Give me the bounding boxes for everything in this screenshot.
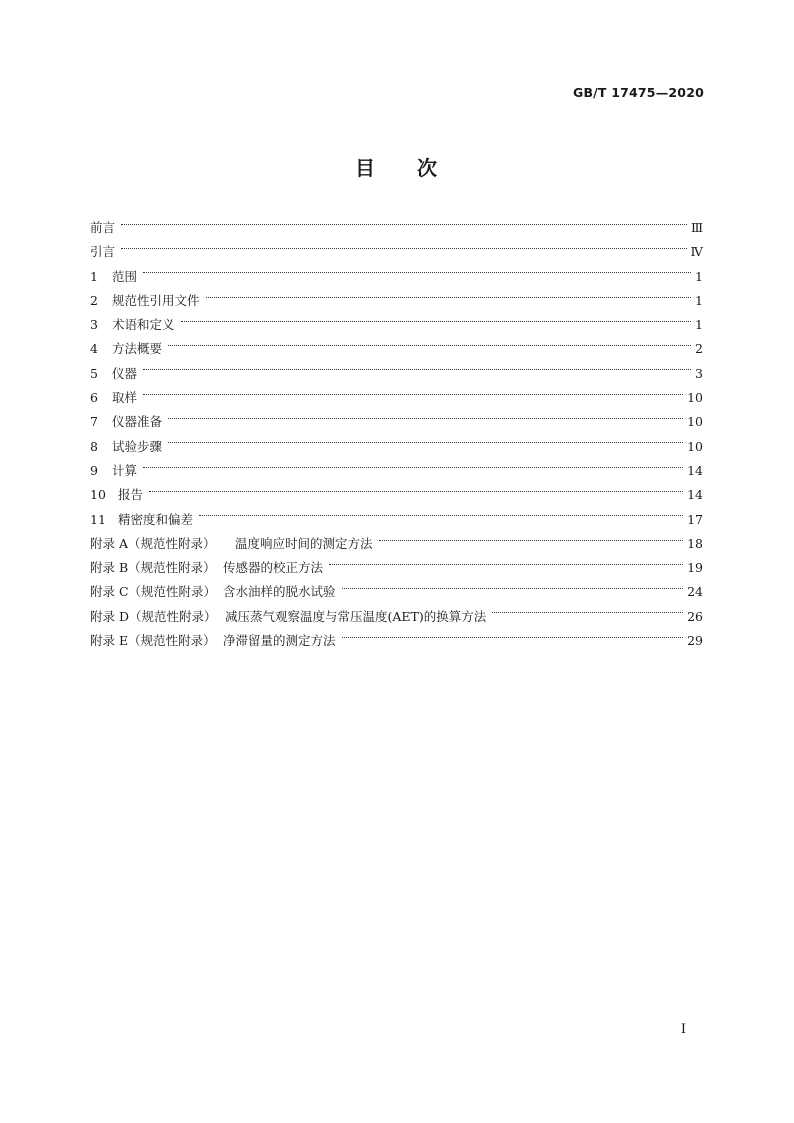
toc-entry[interactable] xyxy=(90,435,703,459)
toc-entry-label: 含水油样的脱水试验 xyxy=(223,584,336,600)
toc-entry-number: 2 xyxy=(90,292,98,308)
dot-leader xyxy=(206,297,692,298)
dot-leader xyxy=(342,637,684,638)
dot-leader xyxy=(121,248,686,249)
toc-entry-number: 3 xyxy=(90,317,98,333)
toc-entry-number: 附录 D（规范性附录） xyxy=(90,608,217,624)
toc-entry-label: 前言 xyxy=(90,220,116,235)
toc-entry-label: 范围 xyxy=(112,268,138,284)
dot-leader xyxy=(168,345,691,346)
toc-entry-number: 6 xyxy=(90,390,98,406)
dot-leader xyxy=(181,321,692,322)
toc-entry[interactable] xyxy=(90,605,703,629)
toc-entry-page: 19 xyxy=(687,560,703,576)
toc-entry[interactable] xyxy=(90,556,703,580)
toc-entry-number: 附录 A（规范性附录） xyxy=(90,535,216,551)
dot-leader xyxy=(143,369,691,370)
toc-entry-label: 术语和定义 xyxy=(112,317,175,333)
toc-entry-label: 净滞留量的测定方法 xyxy=(223,633,336,649)
toc-entry-number: 7 xyxy=(90,414,98,430)
toc-entry[interactable] xyxy=(90,532,703,556)
page-number: I xyxy=(680,1022,686,1037)
toc-entry[interactable] xyxy=(90,459,703,483)
toc-entry-number: 附录 C（规范性附录） xyxy=(90,584,217,600)
toc-entry-page: Ⅲ xyxy=(690,220,703,235)
standard-code: GB/T 17475—2020 xyxy=(572,85,704,100)
toc-entry[interactable] xyxy=(90,629,703,653)
toc-entry-page: 1 xyxy=(695,317,703,333)
toc-entry-number: 4 xyxy=(90,341,98,357)
toc-entry-label: 温度响应时间的测定方法 xyxy=(235,535,373,551)
toc-entry-page: 10 xyxy=(687,414,703,430)
dot-leader xyxy=(329,564,683,565)
toc-entry-page: 2 xyxy=(695,341,703,357)
table-of-contents xyxy=(90,216,703,653)
toc-entry-number: 附录 E（规范性附录） xyxy=(90,633,216,649)
toc-entry-number: 9 xyxy=(90,462,98,478)
toc-entry-label: 传感器的校正方法 xyxy=(223,560,324,576)
toc-entry-page: 17 xyxy=(687,511,703,527)
toc-entry-label: 减压蒸气观察温度与常压温度(AET)的换算方法 xyxy=(225,608,487,624)
dot-leader xyxy=(143,467,683,468)
toc-entry-page: 24 xyxy=(687,584,703,600)
toc-entry-page: 10 xyxy=(687,438,703,454)
toc-entry[interactable] xyxy=(90,265,703,289)
toc-entry-page: 29 xyxy=(687,633,703,649)
toc-entry[interactable] xyxy=(90,410,703,434)
toc-entry-label: 方法概要 xyxy=(112,341,163,357)
toc-entry-label: 取样 xyxy=(112,390,138,406)
dot-leader xyxy=(149,491,683,492)
dot-leader xyxy=(342,588,684,589)
toc-entry[interactable] xyxy=(90,362,703,386)
toc-entry-number: 附录 B（规范性附录） xyxy=(90,560,216,576)
toc-entry-label: 报告 xyxy=(118,487,144,503)
dot-leader xyxy=(143,394,683,395)
toc-entry-number: 8 xyxy=(90,438,98,454)
dot-leader xyxy=(143,272,691,273)
toc-entry-number: 11 xyxy=(90,511,106,527)
toc-entry[interactable] xyxy=(90,240,703,264)
toc-entry-page: Ⅳ xyxy=(690,244,703,260)
toc-entry-label: 试验步骤 xyxy=(112,438,163,454)
toc-entry[interactable] xyxy=(90,386,703,410)
toc-entry[interactable] xyxy=(90,508,703,532)
toc-entry-page: 26 xyxy=(687,608,703,624)
page-title xyxy=(0,152,794,181)
toc-entry-page: 14 xyxy=(687,462,703,478)
toc-entry-number: 5 xyxy=(90,365,98,381)
dot-leader xyxy=(121,224,687,225)
toc-entry-label: 规范性引用文件 xyxy=(112,292,200,308)
toc-entry[interactable] xyxy=(90,216,703,240)
title-right: 次 xyxy=(417,156,439,180)
toc-entry[interactable] xyxy=(90,313,703,337)
dot-leader xyxy=(199,515,683,516)
toc-entry-label: 仪器 xyxy=(112,365,138,381)
toc-entry-label: 引言 xyxy=(90,244,116,260)
toc-entry-page: 14 xyxy=(687,487,703,503)
toc-entry[interactable] xyxy=(90,289,703,313)
toc-entry-page: 1 xyxy=(695,292,703,308)
title-left: 目 xyxy=(355,156,377,180)
toc-entry-label: 仪器准备 xyxy=(112,414,163,430)
toc-entry-label: 计算 xyxy=(112,462,138,478)
toc-entry-page: 10 xyxy=(687,390,703,406)
toc-entry-number: 10 xyxy=(90,487,106,503)
toc-entry-page: 18 xyxy=(687,535,703,551)
toc-entry-page: 3 xyxy=(695,365,703,381)
toc-entry[interactable] xyxy=(90,580,703,604)
toc-entry-page: 1 xyxy=(695,268,703,284)
toc-entry[interactable] xyxy=(90,337,703,361)
dot-leader xyxy=(168,442,683,443)
toc-entry-number: 1 xyxy=(90,268,98,284)
dot-leader xyxy=(492,612,683,613)
toc-entry[interactable] xyxy=(90,483,703,507)
dot-leader xyxy=(168,418,683,419)
dot-leader xyxy=(379,540,684,541)
toc-entry-label: 精密度和偏差 xyxy=(118,511,194,527)
